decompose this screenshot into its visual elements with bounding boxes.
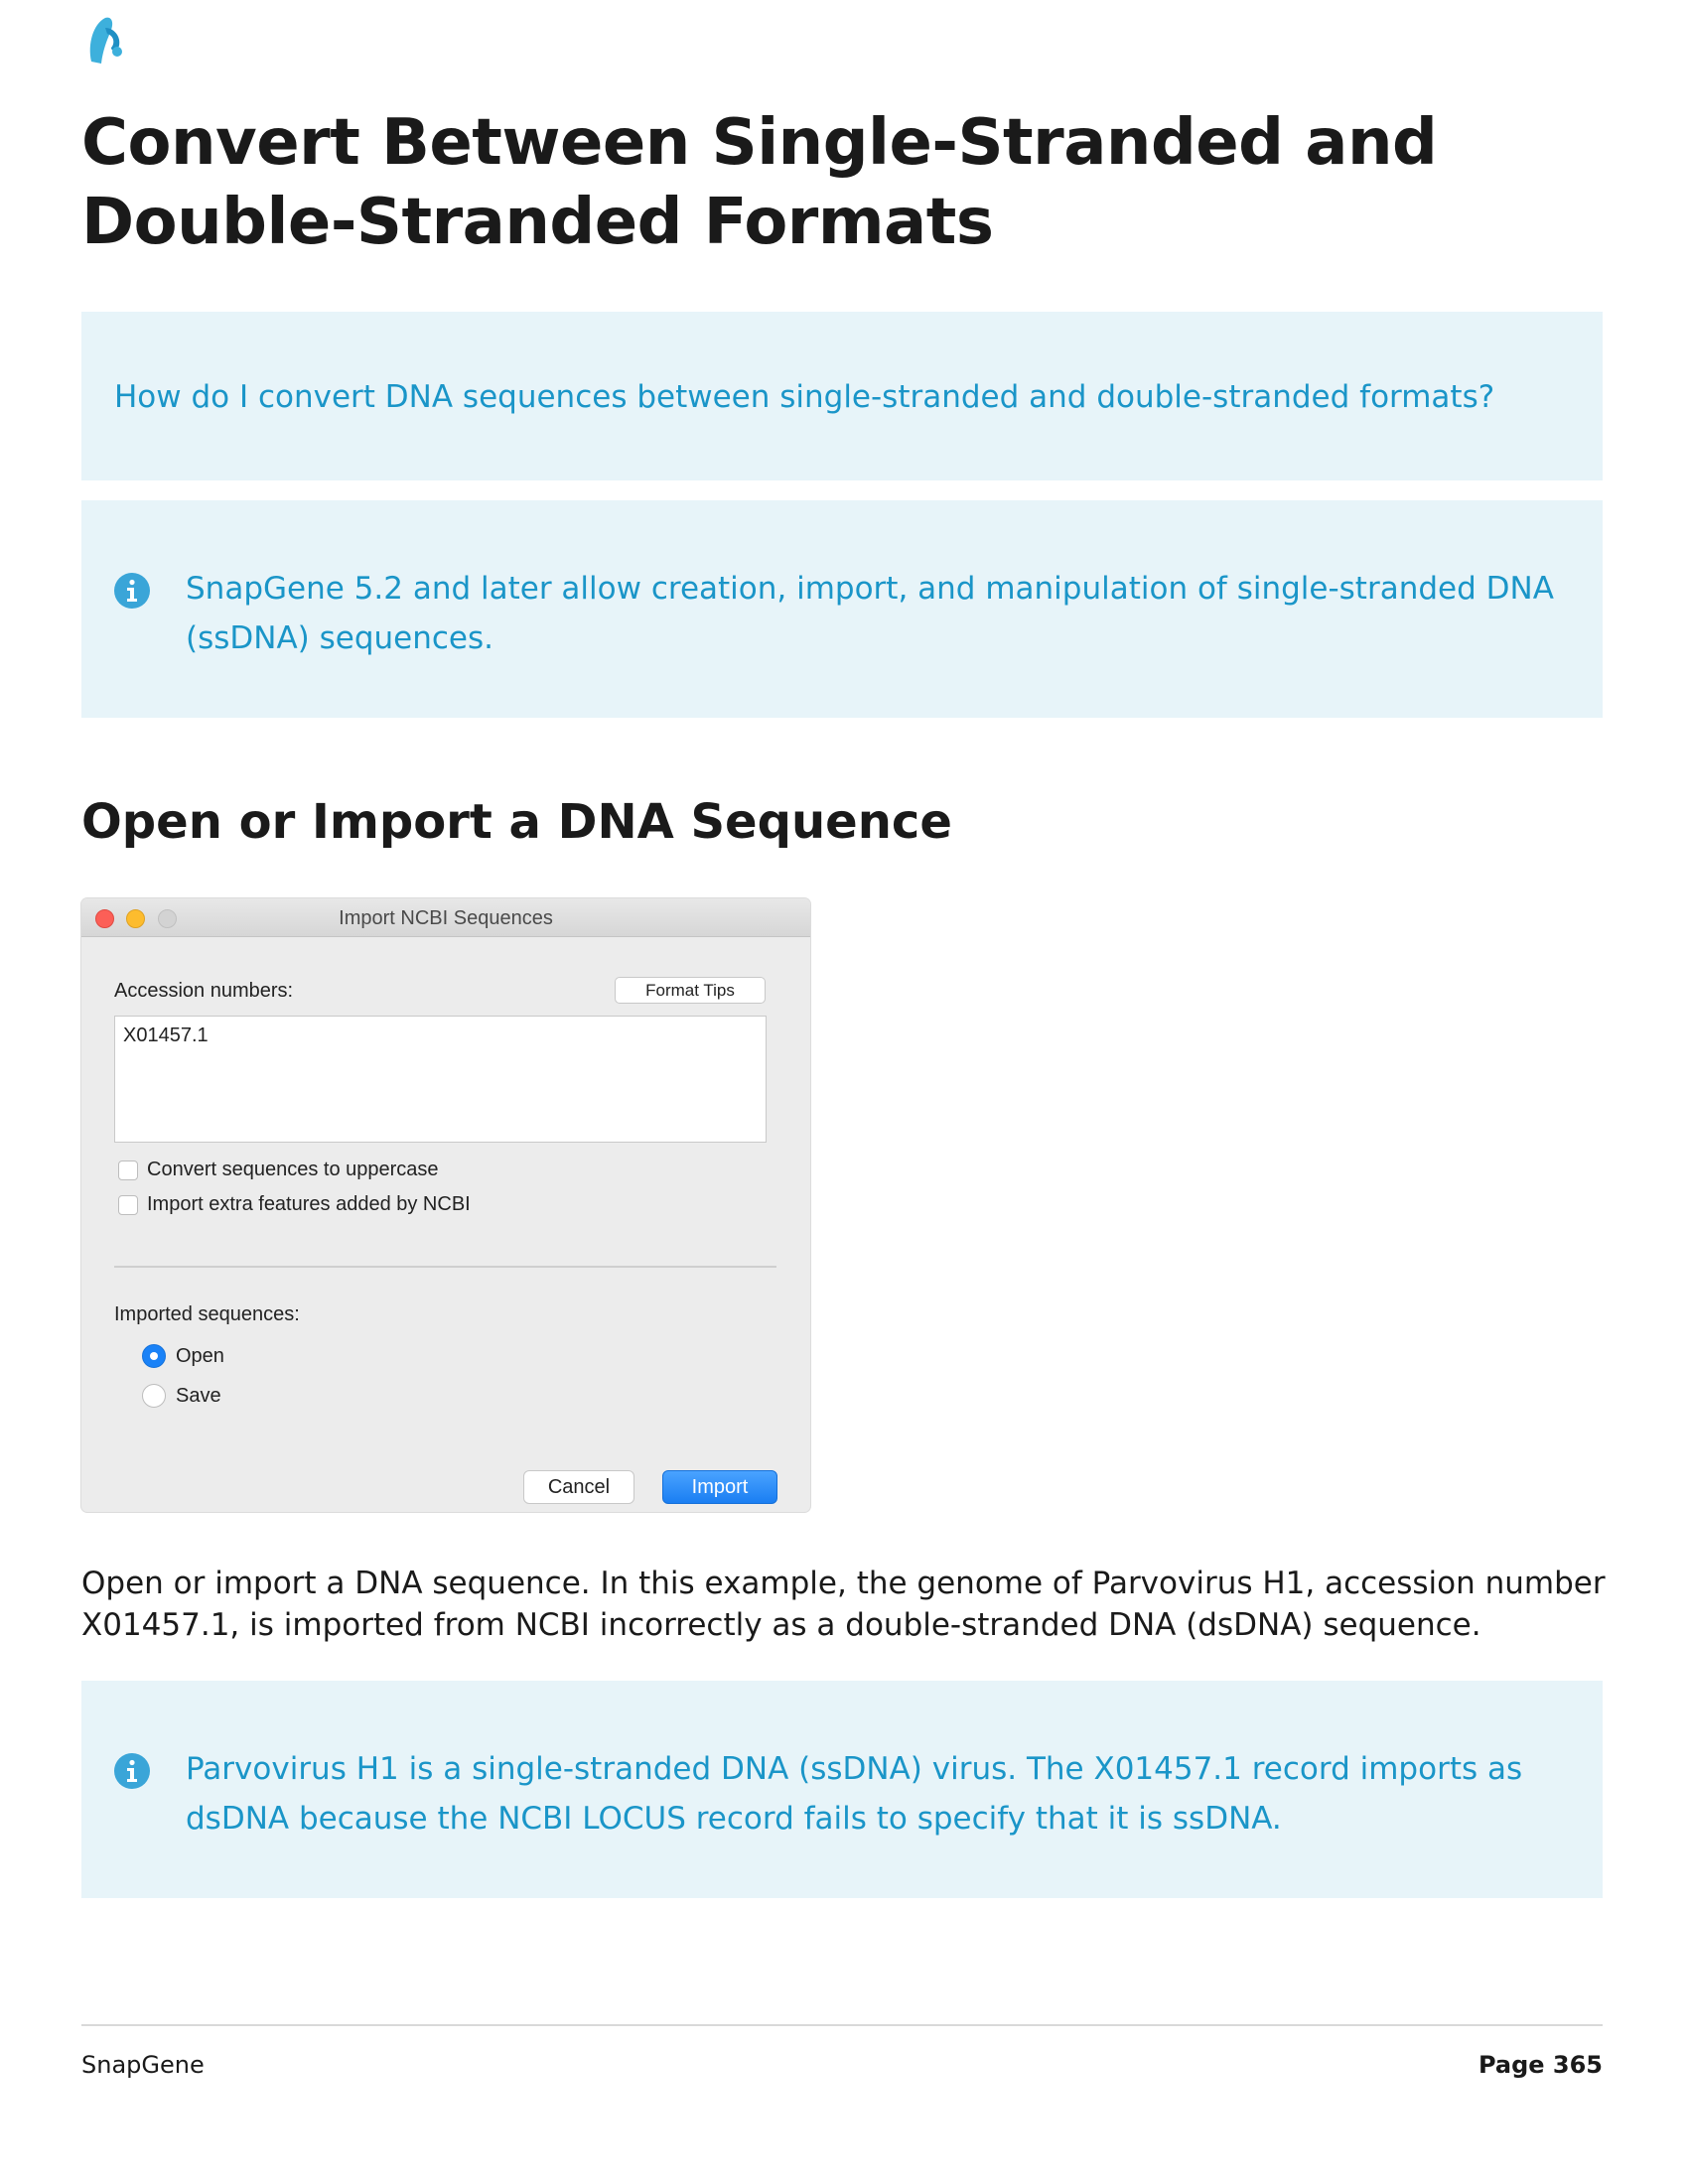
extra-features-checkbox[interactable] (118, 1195, 138, 1215)
save-radio-label: Save (176, 1385, 221, 1407)
info-note-ssdna-support (81, 500, 1603, 718)
save-radio[interactable] (142, 1384, 166, 1408)
question-text: How do I convert DNA sequences between single-stranded and double-stranded formats? (114, 379, 1495, 415)
info-note-parvovirus (81, 1681, 1603, 1898)
question-callout (81, 312, 1603, 480)
dialog-titlebar (81, 898, 810, 937)
cancel-button[interactable]: Cancel (523, 1470, 634, 1504)
accession-numbers-value: X01457.1 (123, 1024, 209, 1046)
footer-divider (81, 2024, 1603, 2026)
dialog-separator (114, 1266, 776, 1268)
format-tips-button[interactable]: Format Tips (615, 977, 766, 1004)
footer-brand: SnapGene (81, 2051, 205, 2079)
page-title: Convert Between Single-Stranded and Double-Stranded Formats (81, 106, 1438, 259)
open-radio-label: Open (176, 1345, 224, 1367)
uppercase-checkbox-label: Convert sequences to uppercase (147, 1159, 439, 1180)
section-heading: Open or Import a DNA Sequence (81, 794, 952, 850)
info-note-text: SnapGene 5.2 and later allow creation, import, and manipulation of single-stranded DNA (ssDNA) sequences. (186, 571, 1554, 656)
body-paragraph: Open or import a DNA sequence. In this example, the genome of Parvovirus H1, accession number X01457.1, is imported from NCBI incorrectly as a double-stranded DNA (dsDNA) sequence. (81, 1566, 1606, 1643)
extra-features-checkbox-label: Import extra features added by NCBI (147, 1193, 471, 1215)
imported-sequences-label: Imported sequences: (114, 1303, 300, 1325)
open-radio[interactable] (142, 1344, 166, 1368)
import-ncbi-dialog (81, 898, 810, 1512)
info-note-text: Parvovirus H1 is a single-stranded DNA (ssDNA) virus. The X01457.1 record imports as dsDNA because the NCBI LOCUS record fails to specify that it is ssDNA. (186, 1751, 1523, 1837)
dialog-title: Import NCBI Sequences (339, 907, 553, 929)
accession-numbers-input[interactable] (114, 1016, 767, 1143)
page-number: Page 365 (1477, 2051, 1603, 2079)
info-icon (113, 572, 151, 610)
info-icon (113, 1752, 151, 1790)
uppercase-checkbox[interactable] (118, 1160, 138, 1180)
accession-numbers-label: Accession numbers: (114, 980, 294, 1002)
snapgene-logo (81, 14, 131, 68)
import-button[interactable]: Import (662, 1470, 777, 1504)
